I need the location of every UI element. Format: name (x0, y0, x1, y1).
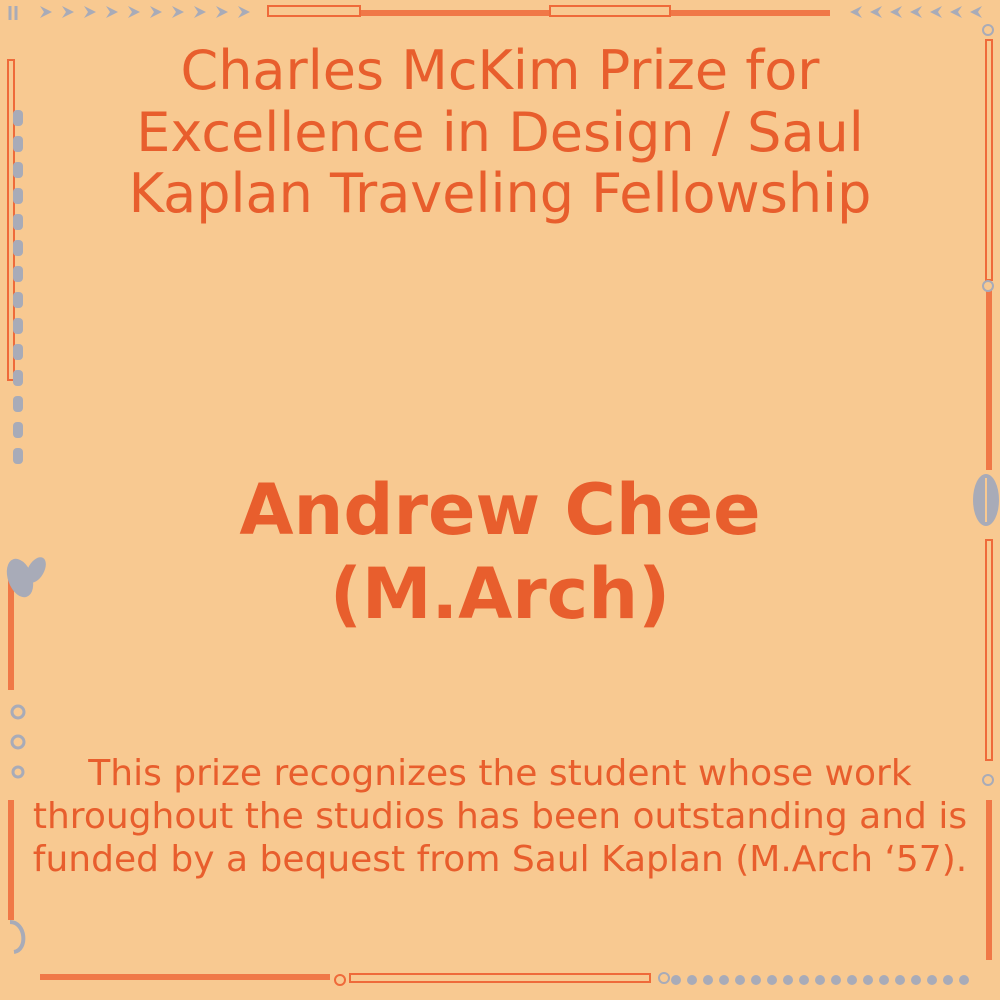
bead-icon (959, 975, 969, 985)
bead-icon (13, 448, 23, 464)
bead-icon (13, 162, 23, 178)
bead-icon (13, 214, 23, 230)
ear-icon (10, 922, 23, 952)
bead-icon (13, 240, 23, 256)
prize-description: This prize recognizes the student whose work throughout the studios has been outstanding and is funded by a bequest from Saul Kaplan (M.Arch ‘57). (32, 753, 968, 881)
top-border (10, 6, 16, 20)
right-leaf-icon (973, 474, 999, 526)
chevron-icon (970, 6, 982, 18)
recipient-program: (M.Arch) (329, 553, 671, 635)
chevron-icon (950, 6, 962, 18)
bead-icon (13, 370, 23, 386)
left-border (8, 60, 14, 920)
award-content (32, 0, 968, 1000)
bead-icon (13, 344, 23, 360)
bead-icon (13, 136, 23, 152)
bead-icon (13, 422, 23, 438)
recipient (60, 468, 940, 636)
bead-icon (13, 188, 23, 204)
arrow-icon (40, 6, 52, 18)
bead-icon (13, 266, 23, 282)
prize-title: Charles McKim Prize for Excellence in Design / Saul Kaplan Traveling Fellowship (128, 39, 872, 226)
flower-icon (12, 706, 24, 777)
bead-icon (13, 110, 23, 126)
recipient-name: Andrew Chee (239, 469, 761, 551)
bead-icon (13, 396, 23, 412)
bead-icon (13, 318, 23, 334)
bead-icon (13, 292, 23, 308)
bead-icon (943, 975, 953, 985)
